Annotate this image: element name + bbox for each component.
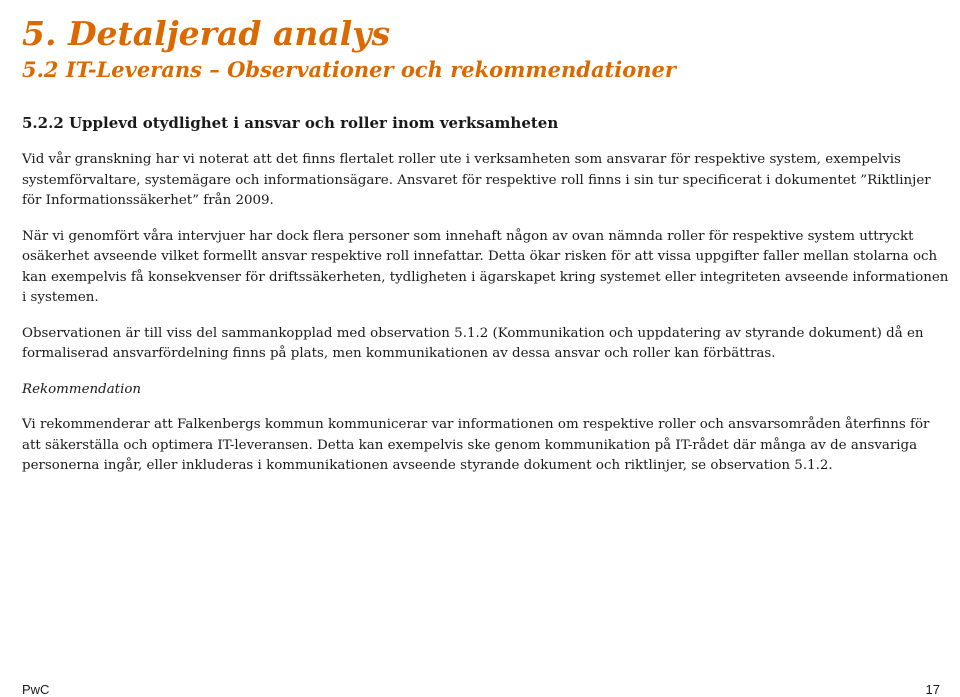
paragraph-observation-roles: Vid vår granskning har vi noterat att det finns flertalet roller ute i verksamheten som ansvarar för respektive system, exempelvis systemförvaltare, systemägare och informationsägare. Ansvaret för respektive roll finns i sin tur specificerat i dokumentet ”Riktlinjer för Informationssäkerhet” från 2009.: [22, 152, 931, 208]
paragraph-interview-findings: När vi genomfört våra intervjuer har dock flera personer som innehaft någon av ovan nämnda roller för respektive system uttryckt osäkerhet avseende vilket formellt ansvar respektive roll innefattar. Detta ökar risken för att vissa uppgifter faller mellan stolarna och kan exempelvis få konsekvenser för driftssäkerheten, tydligheten i ägarskapet kring systemet eller integriteten avseende informationen i systemen.: [22, 228, 949, 305]
page-subtitle: 5.2 IT-Leverans – Observationer och rekommendationer: [22, 57, 676, 82]
paragraph-related-observation: Observationen är till viss del sammankopplad med observation 5.1.2 (Kommunikation och uppdatering av styrande dokument) då en formaliserad ansvarfördelning finns på plats, men kommunikationen av dessa ansvar och roller kan förbättras.: [22, 325, 924, 361]
recommendation-heading: Rekommendation: [22, 381, 142, 397]
page-number: 17: [925, 682, 940, 697]
footer-brand: PwC: [22, 682, 50, 697]
recommendation-text: Vi rekommenderar att Falkenbergs kommun kommunicerar var informationen om respektive roller och ansvarsområden återfinns för att säkerställa och optimera IT-leveransen. Detta kan exempelvis ske genom kommunikation på IT-rådet där många av de ansvariga personerna ingår, eller inkluderas i kommunikationen avseende styrande dokument och riktlinjer, se observation 5.1.2.: [22, 417, 930, 473]
page-title: 5. Detaljerad analys: [22, 14, 391, 53]
section-heading: 5.2.2 Upplevd otydlighet i ansvar och roller inom verksamheten: [22, 114, 559, 132]
document-body: [22, 150, 950, 492]
